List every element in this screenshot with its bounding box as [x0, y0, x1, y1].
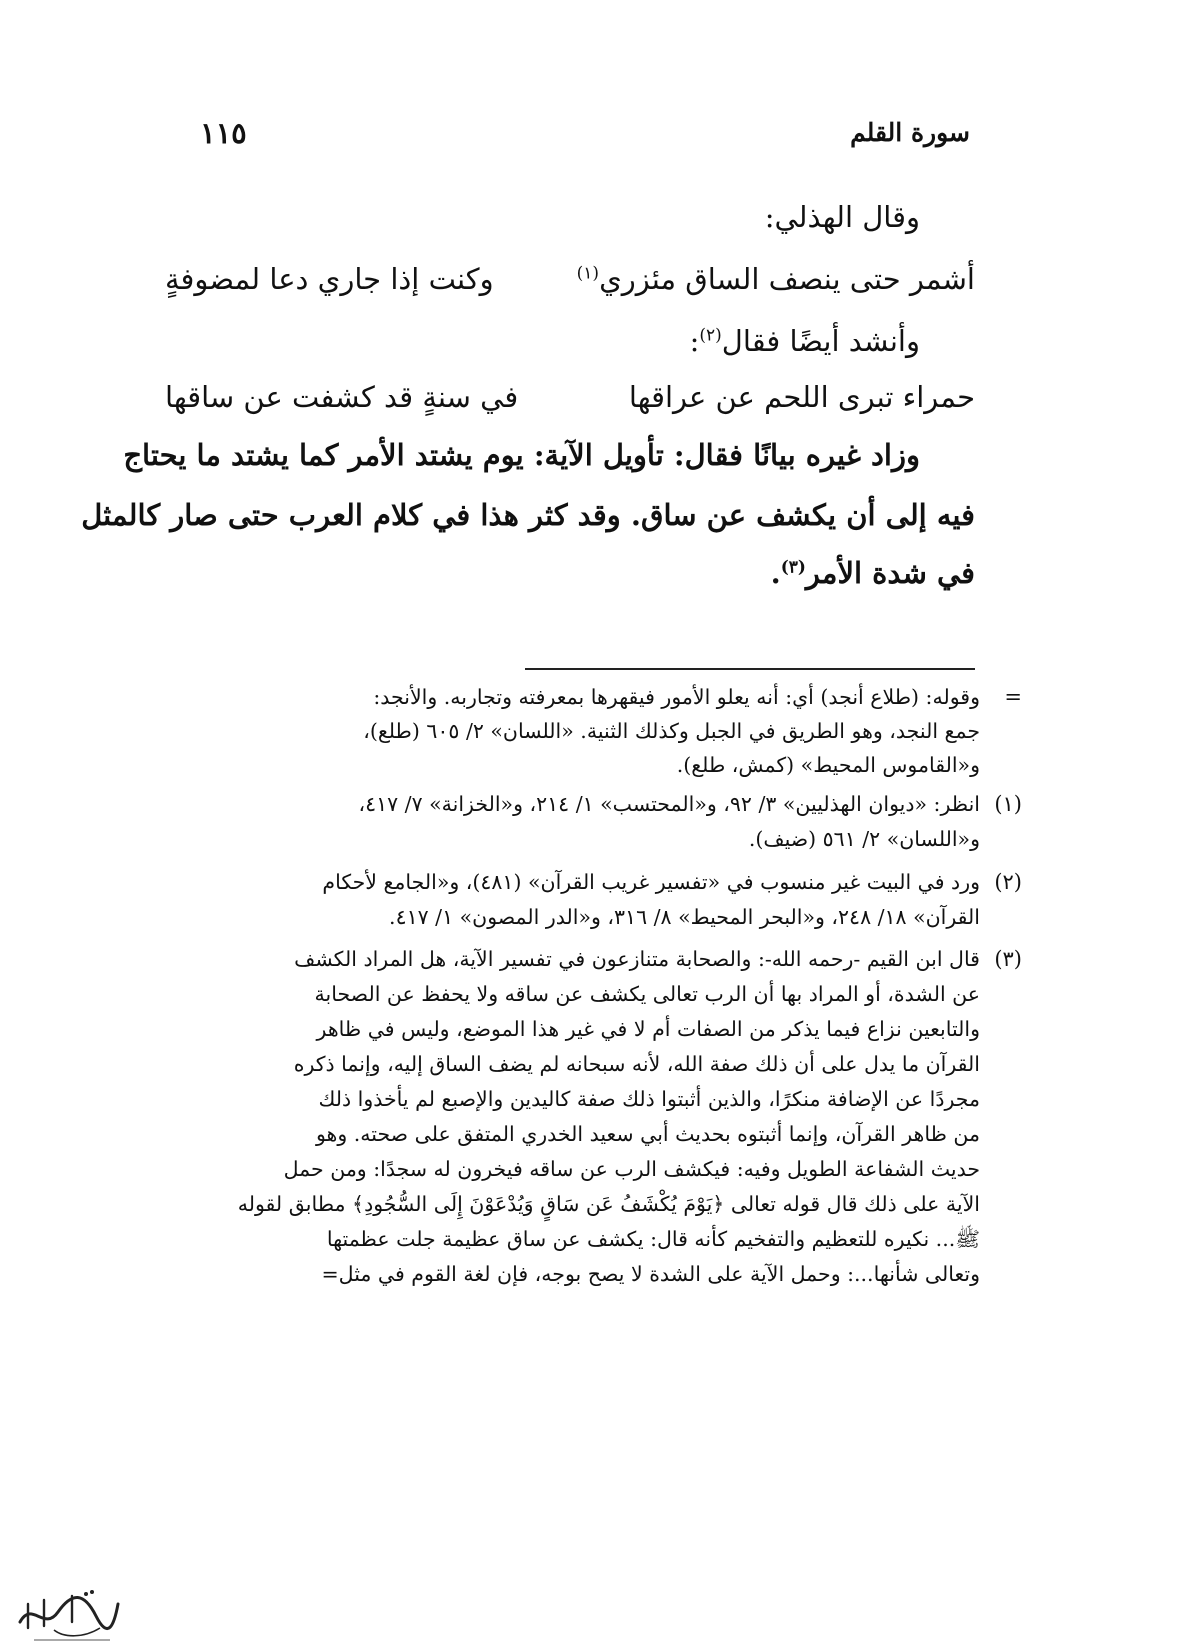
- poetry-verse: [165, 262, 975, 296]
- line-text: وأنشد أيضًا فقال: [721, 324, 920, 358]
- line-text: في شدة الأمر: [805, 556, 975, 590]
- line-text: وزاد غيره بيانًا فقال: تأويل الآية: يوم يشتد الأمر كما يشتد ما يحتاج: [123, 438, 920, 472]
- footnote-line: [160, 1052, 980, 1076]
- footnote-text: حديث الشفاعة الطويل وفيه: فيكشف الرب عن ساقه فيخرون له سجدًا: ومن حمل: [283, 1157, 980, 1181]
- footnote-line: [160, 870, 1022, 894]
- footnote-number: (١): [994, 792, 1022, 816]
- footnote-number: (٢): [994, 870, 1022, 894]
- footnote-text: الآية على ذلك قال قوله تعالى ﴿يَوْمَ يُكْشَفُ عَن سَاقٍ وَيُدْعَوْنَ إِلَى السُّجُودِ﴾ مطابق لقوله: [237, 1192, 980, 1216]
- continuation-marker: =: [1004, 685, 1022, 709]
- text-line: [81, 498, 975, 532]
- footnote-ref: (٣): [780, 557, 806, 578]
- footnote-line: [160, 1087, 980, 1111]
- publisher-logo: [14, 1582, 124, 1644]
- footnote-line: [160, 827, 980, 851]
- footnote-line: [160, 685, 1022, 709]
- verse-hemistich-right: في سنةٍ قد كشفت عن ساقها: [165, 380, 519, 414]
- footnote-text: و«القاموس المحيط» (كمش، طلع).: [676, 753, 980, 777]
- page-header: [200, 118, 970, 168]
- footnote-line: [160, 1262, 980, 1286]
- footnote-text: وقوله: (طلاع أنجد) أي: أنه يعلو الأمور فيقهرها بمعرفته وتجاربه. والأنجد:: [373, 685, 980, 709]
- footnote-text: انظر: «ديوان الهذليين» ٣/ ٩٢، و«المحتسب» ١/ ٢١٤، و«الخزانة» ٧/ ٤١٧،: [358, 792, 980, 816]
- footnote-text: القرآن» ١٨/ ٢٤٨، و«البحر المحيط» ٨/ ٣١٦، و«الدر المصون» ١/ ٤١٧.: [389, 905, 980, 929]
- verse-hemistich-left: حمراء تبرى اللحم عن عراقها: [628, 380, 975, 414]
- line-end: .: [770, 556, 781, 590]
- footnote-line: [160, 719, 980, 743]
- text-line: [165, 200, 975, 234]
- footnote-line: [160, 1157, 980, 1181]
- footnote-text: و«اللسان» ٢/ ٥٦١ (ضيف).: [748, 827, 980, 851]
- footnote-line: [160, 982, 980, 1006]
- footnote-line: [160, 1227, 980, 1257]
- verse-hemistich-right: وكنت إذا جاري دعا لمضوفةٍ: [165, 262, 494, 296]
- hemistich-text: أشمر حتى ينصف الساق مئزري: [599, 262, 975, 296]
- footnote-text: عن الشدة، أو المراد بها أن الرب تعالى يكشف عن ساقه ولا يحفظ عن الصحابة: [314, 982, 980, 1006]
- footnote-text: من ظاهر القرآن، وإنما أثبتوه بحديث أبي سعيد الخدري المتفق على صحته. وهو: [315, 1122, 980, 1146]
- footnote-line: [160, 753, 980, 777]
- footnote-line: [160, 905, 980, 929]
- footnote-ref: (٢): [699, 325, 722, 346]
- footnote-line: [160, 1192, 980, 1216]
- line-text: فيه إلى أن يكشف عن ساق. وقد كثر هذا في كلام العرب حتى صار كالمثل: [81, 498, 975, 532]
- footnote-text: القرآن ما يدل على أن ذلك صفة الله، لأنه سبحانه لم يضف الساق إليه، وإنما ذكره: [293, 1052, 980, 1076]
- footnote-ref: (١): [576, 263, 600, 284]
- text-line: [123, 438, 975, 472]
- running-title: سورة القلم: [850, 118, 970, 147]
- footnote-line: [160, 1017, 980, 1041]
- footnote-text: ﷺ... نكيره للتعظيم والتفخيم كأنه قال: يكشف عن ساق عظيمة جلت عظمتها: [326, 1227, 980, 1251]
- poetry-verse: [165, 380, 975, 414]
- text-line: [165, 556, 975, 590]
- footnote-text: مجردًا عن الإضافة منكرًا، والذين أثبتوا ذلك صفة كاليدين والإصبع لم يأخذوا ذلك: [318, 1087, 980, 1111]
- footnote-text: ورد في البيت غير منسوب في «تفسير غريب القرآن» (٤٨١)، و«الجامع لأحكام: [322, 870, 980, 894]
- line-text: وقال الهذلي:: [764, 200, 920, 234]
- verse-hemistich-left: [577, 262, 975, 296]
- text-line: [165, 324, 975, 358]
- footnote-divider: [525, 668, 975, 670]
- footnote-text: قال ابن القيم -رحمه الله-: والصحابة متنازعون في تفسير الآية، هل المراد الكشف: [294, 947, 980, 971]
- footnote-text: جمع النجد، وهو الطريق في الجبل وكذلك الثنية. «اللسان» ٢/ ٦٠٥ (طلع)،: [363, 719, 980, 743]
- footnote-line: [160, 792, 1022, 816]
- footnote-text: وتعالى شأنها...: وحمل الآية على الشدة لا يصح بوجه، فإن لغة القوم في مثل=: [321, 1262, 980, 1286]
- footnote-number: (٣): [994, 947, 1022, 971]
- footnote-line: [160, 947, 1022, 971]
- page-number: ١١٥: [200, 116, 247, 150]
- footnote-line: [160, 1122, 980, 1146]
- footnote-text: والتابعين نزاع فيما يذكر من الصفات أم لا في غير هذا الموضع، وليس في ظاهر: [316, 1017, 980, 1041]
- line-end: :: [689, 324, 700, 358]
